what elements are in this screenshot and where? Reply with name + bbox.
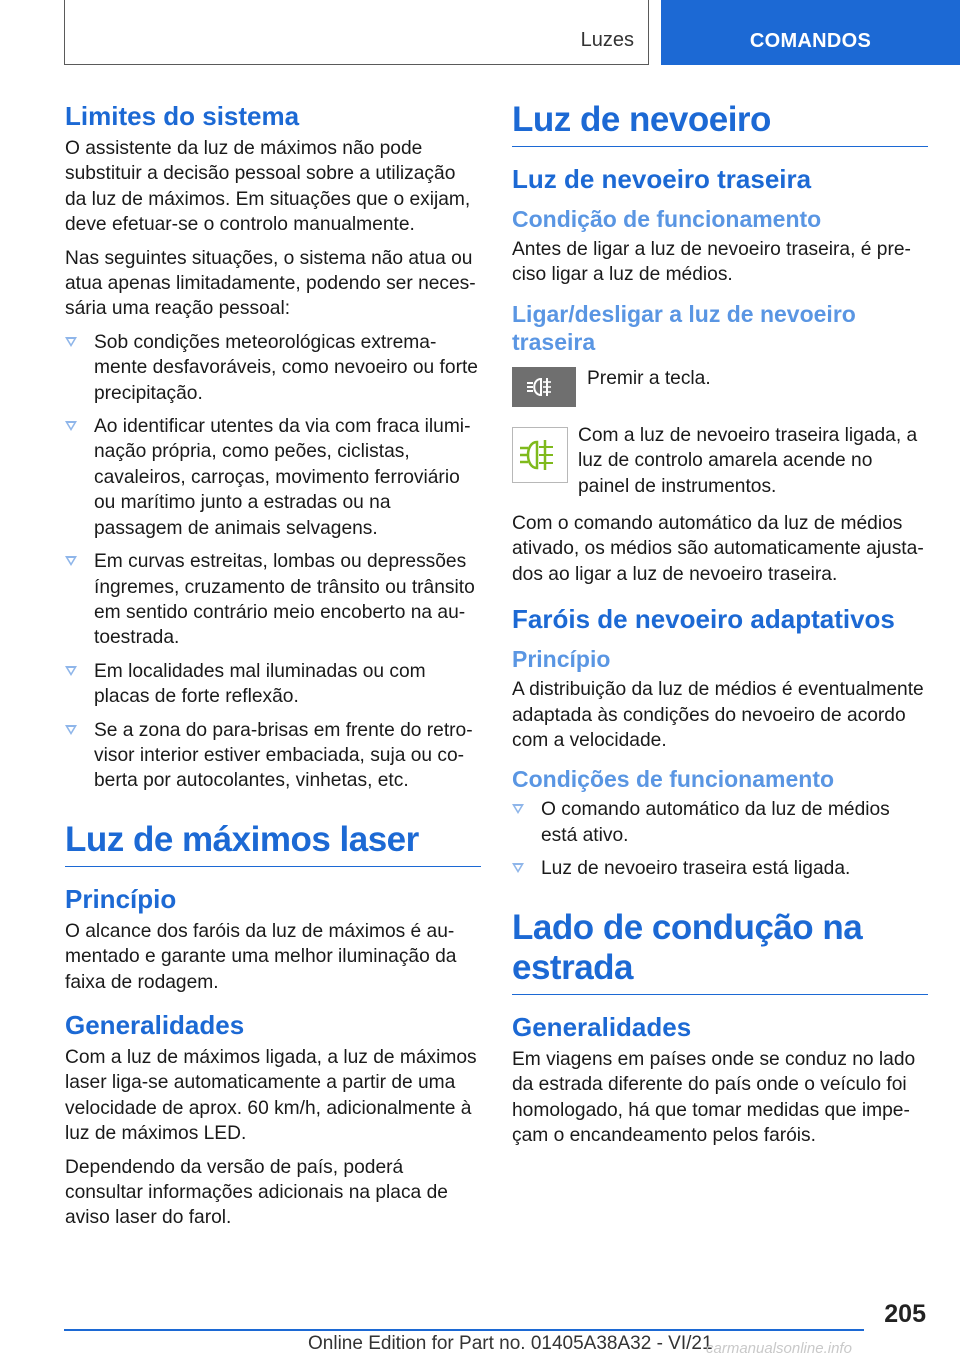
footer-divider (64, 1329, 864, 1331)
switch-heading: Ligar/desligar a luz de nevoeiro traseira (512, 300, 856, 355)
indicator-description: Com a luz de nevoeiro traseira ligada, a luz de controlo amarela acende no painel de instrumentos. (578, 424, 918, 497)
right-column (512, 100, 928, 1156)
rear-fog-heading: Luz de nevoeiro traseira (512, 164, 812, 194)
triangle-bullet-icon (65, 337, 77, 347)
driving-side-general-paragraph: Em viagens em países onde se conduz no lado da estrada diferente do país onde o veículo foi homologado, há que tomar medidas que impeçam o encandeamento pelos faróis. (512, 1048, 916, 1146)
list-item: Em localidades mal iluminadas ou com placas de forte reflexão. (65, 659, 481, 710)
press-button-row (512, 366, 928, 407)
adaptive-fog-heading: Faróis de nevoeiro adaptativos (512, 604, 895, 635)
limits-paragraph-1: O assistente da luz de máximos não pode substituir a decisão pessoal sobre a utilização da luz de máximos. Em situações que o exijam, deve efetuar-se o controlo manualmente. (65, 138, 471, 236)
list-item: Em curvas estreitas, lombas ou depressões íngremes, cruzamento de trânsito ou trânsito em sentido contrário meio encoberto na autoestrada. (65, 549, 481, 651)
triangle-bullet-icon (65, 666, 77, 676)
triangle-bullet-icon (512, 804, 524, 814)
adaptive-principle-paragraph: A distribuição da luz de médios é eventualmente adaptada às condições do nevoeiro de acordo com a velocidade. (512, 679, 924, 752)
rear-fog-light-button-icon (512, 367, 576, 407)
laser-principle-paragraph: O alcance dos faróis da luz de máximos é aumentado e garante uma melhor iluminação da faixa de rodagem. (65, 920, 457, 993)
triangle-bullet-icon (512, 863, 524, 873)
header-chapter-tab: COMANDOS (661, 0, 960, 65)
rear-fog-light-indicator-icon (512, 427, 568, 483)
header-section-title: Luzes (580, 29, 634, 51)
laser-high-beam-heading: Luz de máximos laser (65, 820, 481, 867)
triangle-bullet-icon (65, 556, 77, 566)
driving-side-heading: Lado de condução na estrada (512, 908, 928, 995)
adaptive-principle-heading: Princípio (512, 646, 611, 673)
watermark: carmanualsonline.info (706, 1340, 852, 1357)
limits-paragraph-2: Nas seguintes situações, o sistema não atua ou atua apenas limitadamente, podendo ser necessária uma reação pessoal: (65, 247, 476, 320)
page-number: 205 (884, 1300, 926, 1328)
limits-list (65, 330, 481, 794)
laser-general-paragraph-2: Dependendo da versão de país, poderá consultar informações adicionais na placa de aviso laser do farol. (65, 1156, 448, 1229)
list-item: Se a zona do para-brisas em frente do retrovisor interior estiver embaciada, suja ou coberta por autocolantes, vinhetas, etc. (65, 718, 481, 794)
adaptive-conditions-heading: Condições de funcionamento (512, 766, 835, 793)
adaptive-conditions-list (512, 797, 928, 881)
auto-low-beam-paragraph: Com o comando automático da luz de médios ativado, os médios são automaticamente ajustados ao ligar a luz de nevoeiro traseira. (512, 513, 924, 585)
header-section-box (64, 0, 649, 65)
condition-paragraph: Antes de ligar a luz de nevoeiro traseira, é preciso ligar a luz de médios. (512, 239, 911, 286)
driving-side-general-heading: Generalidades (512, 1011, 692, 1042)
left-column (65, 100, 481, 1239)
laser-general-heading: Generalidades (65, 1009, 245, 1040)
list-item: Sob condições meteorológicas extremamente desfavoráveis, como nevoeiro ou forte precipitação. (65, 330, 481, 406)
indicator-row (512, 423, 928, 499)
laser-principle-heading: Princípio (65, 883, 177, 914)
laser-general-paragraph-1: Com a luz de máximos ligada, a luz de máximos laser liga-se automaticamente a partir de uma velocidade de aprox. 60 km/h, adicionalmente à luz de máximos LED. (65, 1046, 477, 1145)
condition-heading: Condição de funcionamento (512, 206, 822, 232)
limits-heading: Limites do sistema (65, 101, 300, 131)
list-item: O comando automático da luz de médios está ativo. (512, 797, 928, 848)
triangle-bullet-icon (65, 725, 77, 735)
press-instruction: Premir a tecla. (587, 367, 711, 389)
triangle-bullet-icon (65, 421, 77, 431)
fog-light-heading: Luz de nevoeiro (512, 100, 928, 147)
list-item: Ao identificar utentes da via com fraca iluminação própria, como peões, ciclistas, cavaleiros, carroças, movimento ferroviário ou marítimo junto a estradas ou na passagem de animais selvagens. (65, 414, 481, 541)
edition-note: Online Edition for Part no. 01405A38A32 - VI/21 (308, 1333, 713, 1354)
list-item: Luz de nevoeiro traseira está ligada. (512, 856, 928, 881)
